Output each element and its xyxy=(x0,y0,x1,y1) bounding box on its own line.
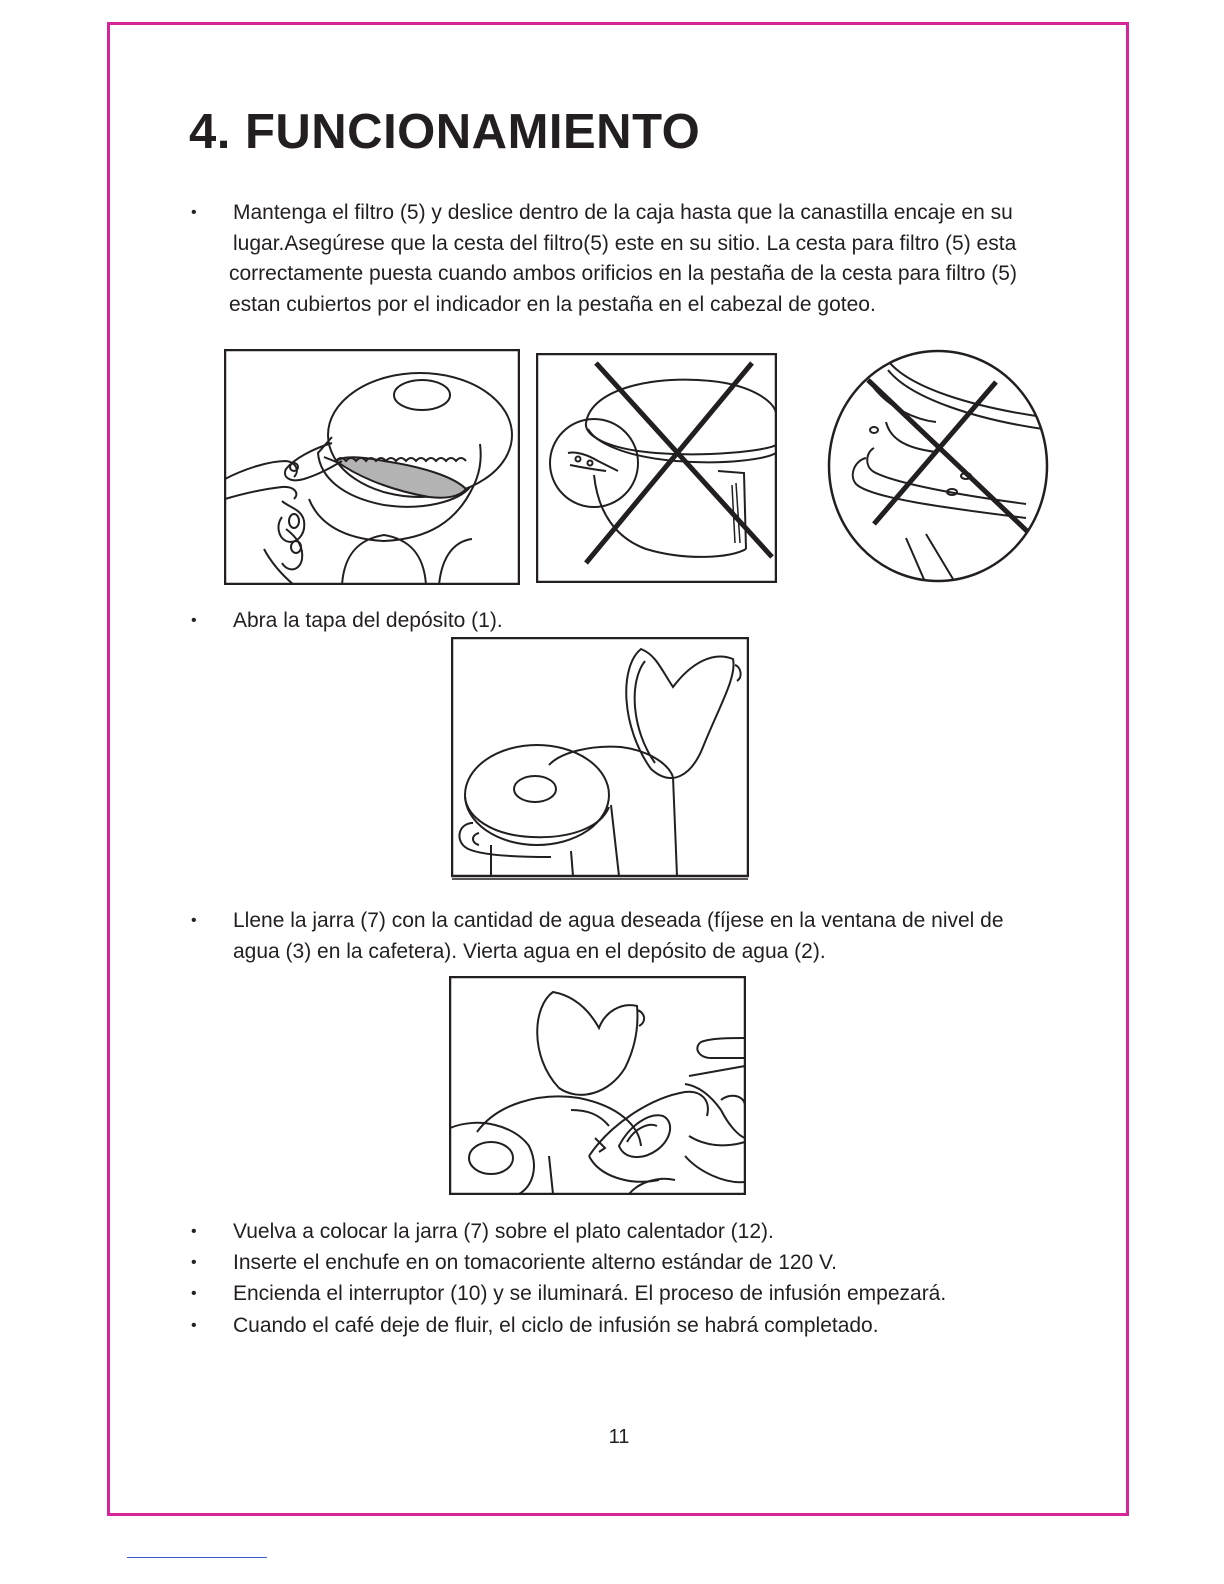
page-title: 4. FUNCIONAMIENTO xyxy=(189,105,701,159)
filter-line-1: Mantenga el filtro (5) y deslice dentro de la caja hasta que la canastilla encaje en su xyxy=(233,201,1013,224)
filter-insertion-illustration xyxy=(224,349,520,585)
incorrect-filter-crossed-illustration xyxy=(536,353,777,583)
pour-water-illustration xyxy=(449,976,746,1195)
bullet-final-1 xyxy=(191,1217,774,1248)
bullet-marker: • xyxy=(191,1254,197,1271)
bullet-marker: • xyxy=(191,1317,197,1334)
bullet-filter xyxy=(191,198,1017,320)
water-line-1: Llene la jarra (7) con la cantidad de agua deseada (fíjese en la ventana de nivel de xyxy=(233,909,1004,932)
bullet-marker: • xyxy=(191,912,197,929)
filter-line-4: estan cubiertos por el indicador en la pestaña en el cabezal de goteo. xyxy=(229,292,876,316)
footer-rule xyxy=(127,1557,267,1558)
water-line-2: agua (3) en la cafetera). Vierta agua en el depósito de agua (2). xyxy=(233,939,826,963)
open-reservoir-lid-illustration xyxy=(451,637,749,880)
page-number: 11 xyxy=(608,1426,630,1448)
bullet-marker: • xyxy=(191,1285,197,1302)
lid-line: Abra la tapa del depósito (1). xyxy=(233,609,503,632)
bullet-marker: • xyxy=(191,612,197,629)
bullet-final-2 xyxy=(191,1248,837,1279)
bullet-lid xyxy=(191,606,503,637)
incorrect-filter-detail-crossed-illustration xyxy=(826,348,1050,584)
bullet-final-3 xyxy=(191,1279,947,1310)
bullet-marker: • xyxy=(191,1223,197,1240)
filter-line-3: correctamente puesta cuando ambos orificios en la pestaña de la cesta para filtro (5) xyxy=(229,262,1017,285)
filter-line-2: lugar.Asegúrese que la cesta del filtro(5) este en su sitio. La cesta para filtro (5) esta xyxy=(233,231,1017,255)
final-step-2: Inserte el enchufe en on tomacoriente alterno estándar de 120 V. xyxy=(233,1251,837,1274)
final-step-3: Encienda el interruptor (10) y se iluminará. El proceso de infusión empezará. xyxy=(233,1282,947,1305)
bullet-water xyxy=(191,906,1004,967)
final-step-1: Vuelva a colocar la jarra (7) sobre el plato calentador (12). xyxy=(233,1220,774,1243)
bullet-final-4 xyxy=(191,1311,879,1342)
final-step-4: Cuando el café deje de fluir, el ciclo de infusión se habrá completado. xyxy=(233,1314,879,1337)
bullet-marker: • xyxy=(191,204,197,221)
